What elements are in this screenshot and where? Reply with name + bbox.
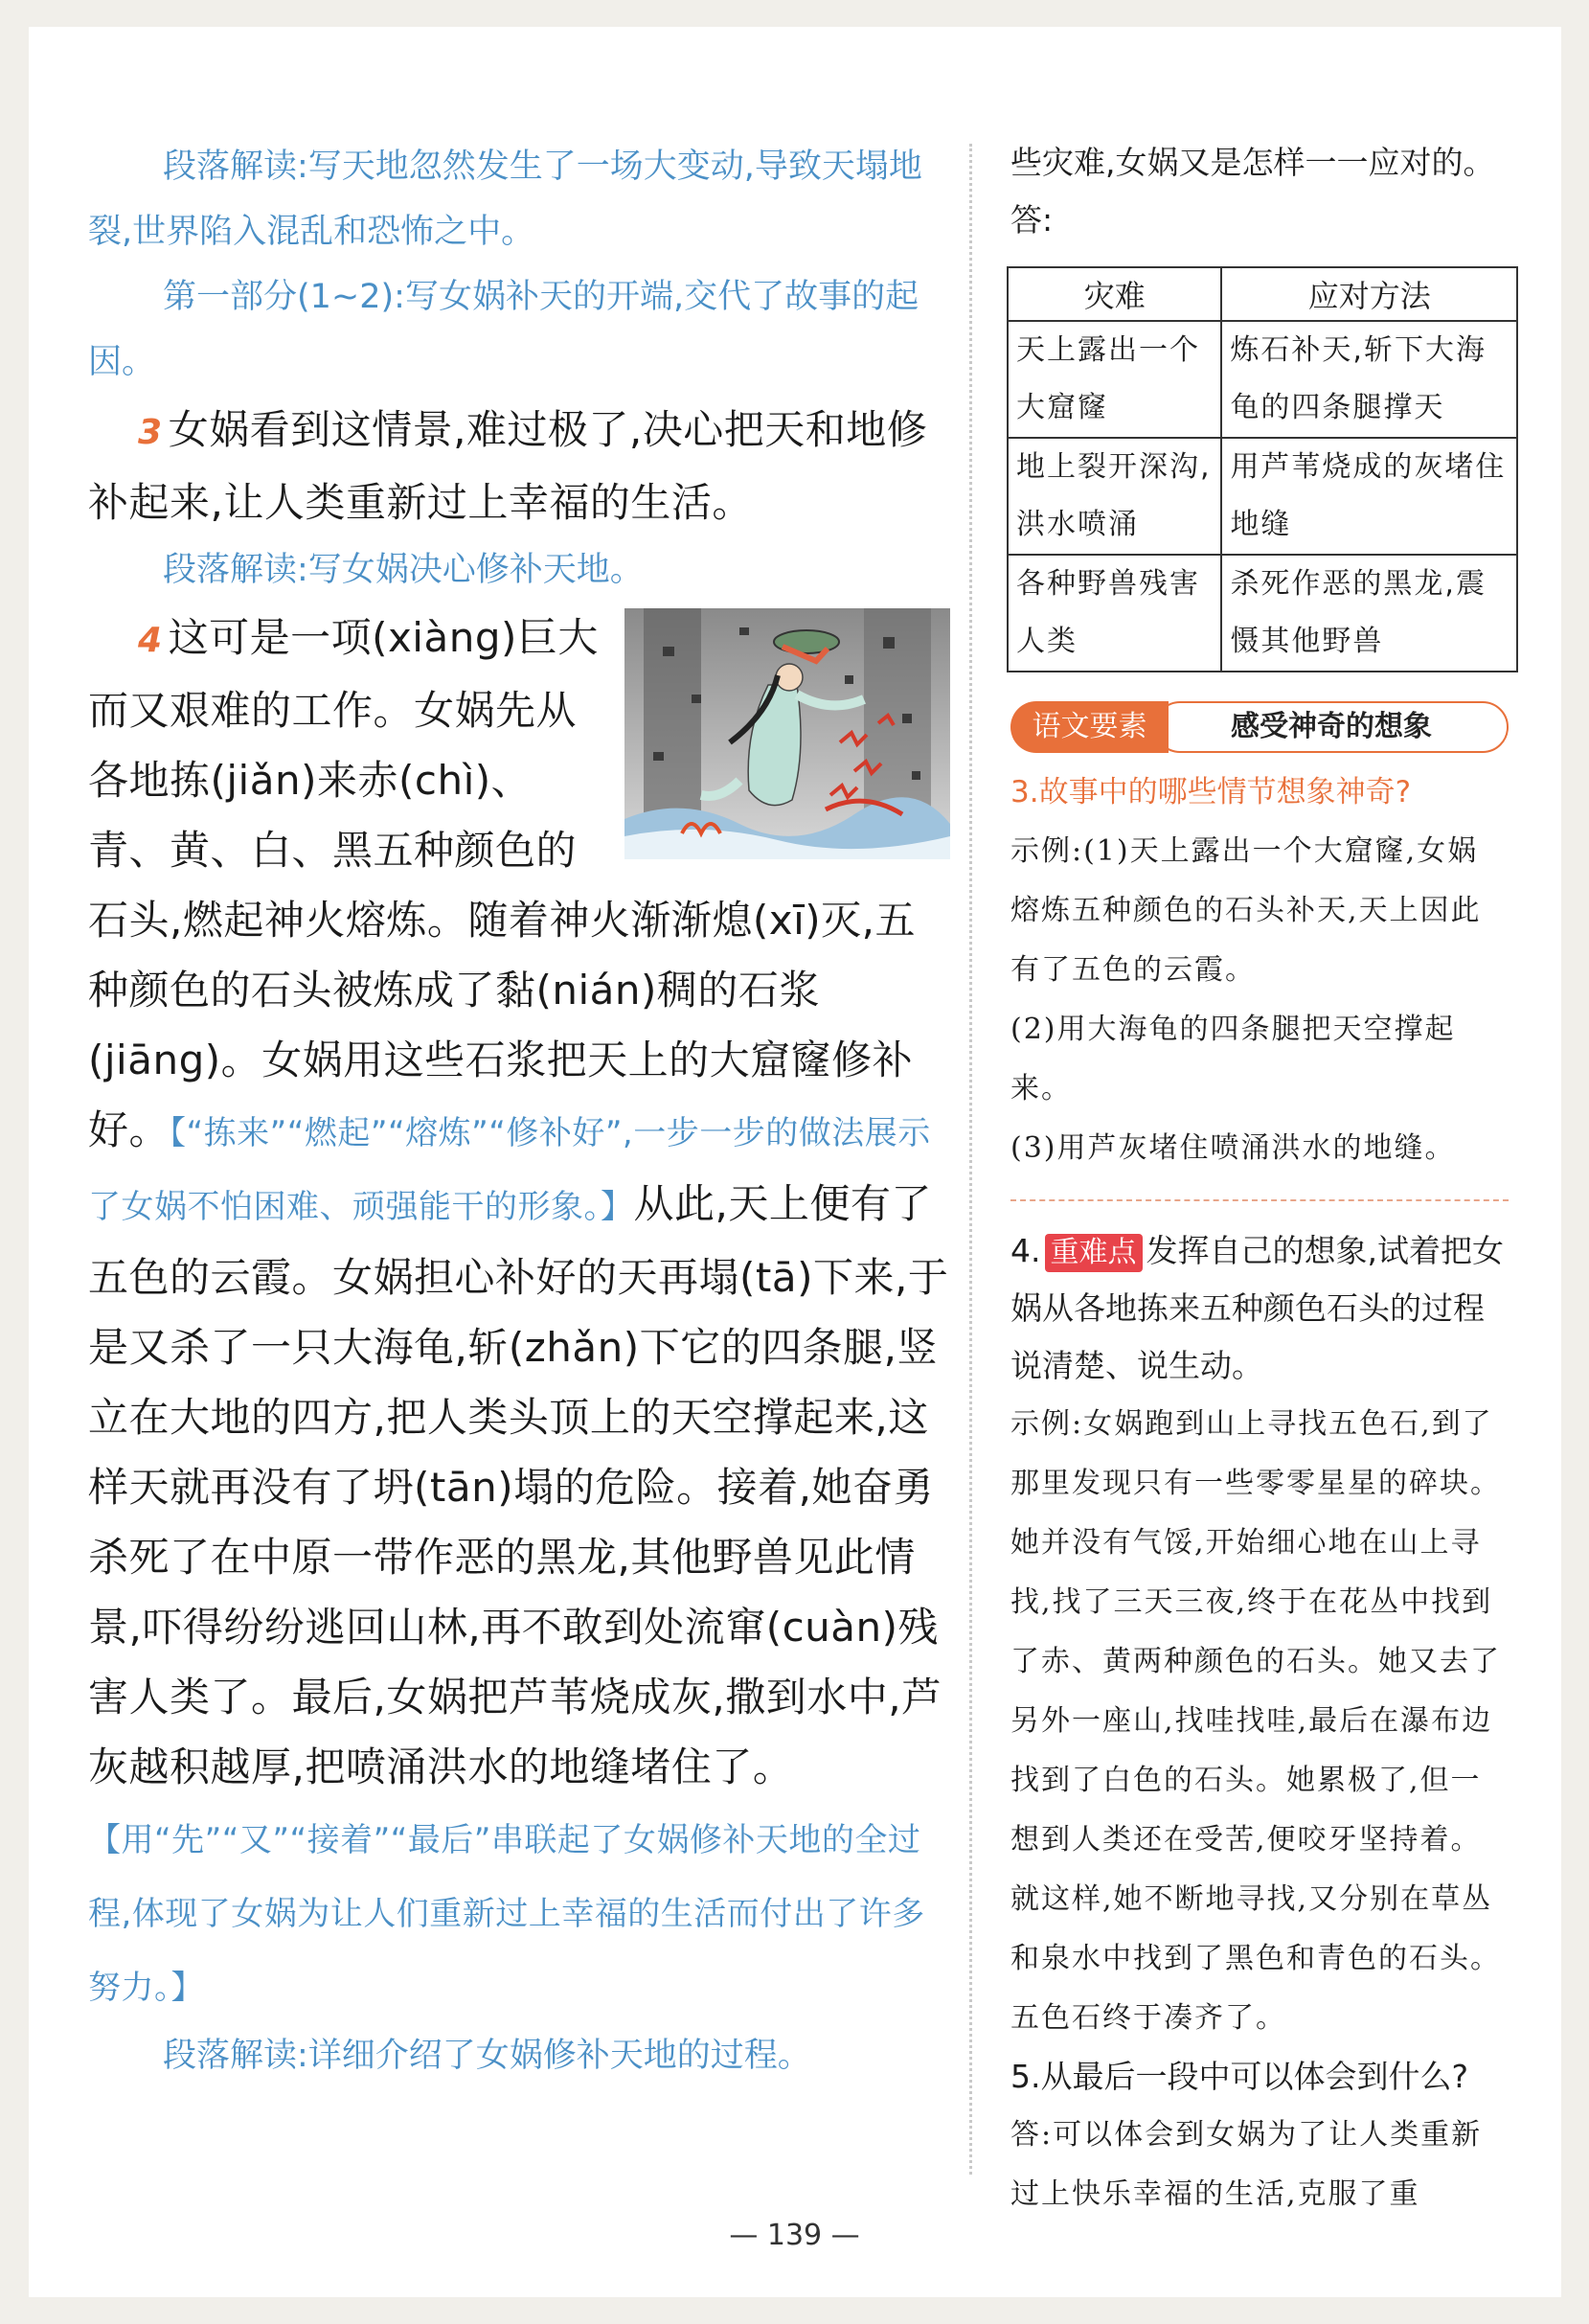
paragraph-number: 3 [138,413,163,452]
page-number: — 139 — [729,2219,860,2252]
table-cell: 炼石补天,斩下大海龟的四条腿撑天 [1221,321,1517,438]
table-cell: 用芦苇烧成的灰堵住地缝 [1221,438,1517,555]
table-header-row [1008,267,1517,321]
question-5: 5.从最后一段中可以体会到什么? [1010,2058,1469,2095]
answer-3-3: (3)用芦灰堵住喷涌洪水的地缝。 [1010,1131,1456,1165]
table-row [1008,555,1517,672]
answer-3-2: (2)用大海龟的四条腿把天空撑起来。 [1010,1013,1456,1105]
table-row [1008,438,1517,555]
column-divider [969,144,972,2175]
table-cell: 地上裂开深沟,洪水喷涌 [1008,438,1221,555]
key-point-badge: 重难点 [1045,1234,1143,1272]
question-continuation: 些灾难,女娲又是怎样一一应对的。 [1010,144,1495,181]
paragraph-4: 4 这可是一项(xiàng)巨大而又艰难的工作。女娲先从各地拣(jiǎn)来赤(chì)、青、黄、白、黑五种颜色的石头,燃起神火熔炼。随着神火渐渐熄(xī)灭,五种颜色的石头被炼成了黏(nián)稠的石浆(jiāng)。女娲用这些石浆把天上的大窟窿修补好。【“拣来”“燃起”“熔炼”“修补好”,一步一步的做法展示了女娲不怕困难、顽强能干的形象。】从此,天上便有了五色的云霞。女娲担心补好的天再塌(tā)下来,于是又杀了一只大海龟,斩(zhǎn)下它的四条腿,竖立在大地的四方,把人类头顶上的天空撑起来,这样天就再没有了坍(tān)塌的危险。接着,她奋勇杀死了在中原一带作恶的黑龙,其他野兽见此情景,吓得纷纷逃回山林,再不敢到处流窜(cuàn)残害人类了。最后,女娲把芦苇烧成灰,撒到水中,芦灰越积越厚,把喷涌洪水的地缝堵住了。【用“先”“又”“接着”“最后”串联起了女娲修补天地的全过程,体现了女娲为让人们重新过上幸福的生活而付出了许多努力。】 [88,614,949,2007]
part-summary: 第一部分(1~2):写女娲补天的开端,交代了故事的起因。 [88,278,919,381]
disaster-table [1007,266,1518,672]
table-header: 应对方法 [1221,267,1517,321]
paragraph-3: 3 女娲看到这情景,难过极了,决心把天和地修补起来,让人类重新过上幸福的生活。 [88,406,928,526]
section-tag-label: 语文要素 [1010,701,1169,753]
table-cell: 天上露出一个大窟窿 [1008,321,1221,438]
paragraph-note: 段落解读:写天地忽然发生了一场大变动,导致天塌地裂,世界陷入混乱和恐怖之中。 [88,148,922,251]
answer-4: 示例:女娲跑到山上寻找五色石,到了那里发现只有一些零零星星的碎块。她并没有气馁,开始细心地在山上寻找,找了三天三夜,终于在花丛中找到了赤、黄两种颜色的石头。她又去了另外一座山,找哇找哇,最后在瀑布边找到了白色的石头。她累极了,但一想到人类还在受苦,便咬牙坚持着。就这样,她不断地寻找,又分别在草丛和泉水中找到了黑色和青色的石头。五色石终于凑齐了。 [1010,1407,1501,2035]
answer-5: 答:可以体会到女娲为了让人类重新过上快乐幸福的生活,克服了重 [1010,2118,1483,2211]
answer-label: 答: [1010,201,1054,239]
dashed-divider [1010,1199,1509,1201]
table-cell: 各种野兽残害人类 [1008,555,1221,672]
nuwa-illustration [624,608,950,859]
table-row [1008,321,1517,438]
paragraph-note: 段落解读:详细介绍了女娲修补天地的过程。 [163,2037,811,2075]
table-cell: 杀死作恶的黑龙,震慑其他野兽 [1221,555,1517,672]
inline-annotation: 【“拣来”“燃起”“熔炼”“修补好”,一步一步的做法展示了女娲不怕困难、顽强能干的形象。】 [88,1114,931,1226]
table-header: 灾难 [1008,267,1221,321]
inline-annotation: 【用“先”“又”“接着”“最后”串联起了女娲修补天地的全过程,体现了女娲为让人们重新过上幸福的生活而付出了许多努力。】 [88,1821,925,2007]
question-3: 3.故事中的哪些情节想象神奇? [1010,775,1412,809]
section-tag-title: 感受神奇的想象 [1154,701,1509,753]
question-4: 4. 重难点 发挥自己的想象,试着把女娲从各地拣来五种颜色石头的过程说清楚、说生动。 [1010,1232,1504,1384]
answer-3-1: 示例:(1)天上露出一个大窟窿,女娲熔炼五种颜色的石头补天,天上因此有了五色的云霞。 [1010,834,1482,987]
paragraph-number: 4 [138,621,163,660]
left-column [88,134,950,2088]
section-tag [1010,701,1509,753]
right-column [1010,134,1509,2224]
paragraph-4-block [88,603,950,2023]
paragraph-note: 段落解读:写女娲决心修补天地。 [163,551,644,589]
